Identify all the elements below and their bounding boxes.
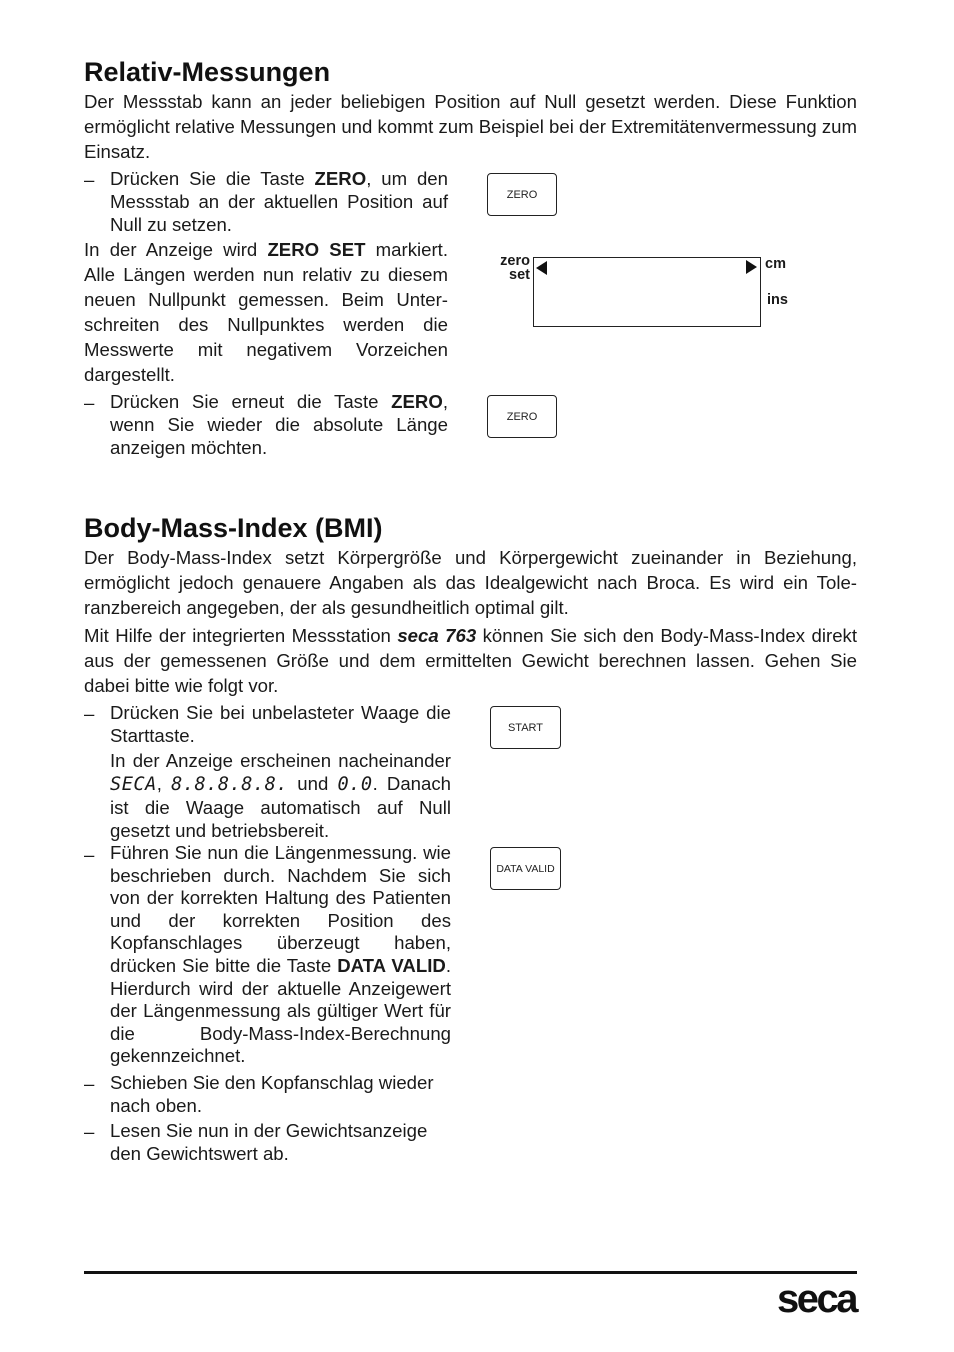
data-valid-key-illustration: DATA VALID xyxy=(490,847,561,890)
display-label-zero: zero xyxy=(500,253,530,269)
list-item-text: Führen Sie nun die Längenmessung. wie beschrieben durch. Nachdem Sie sich von der korrekten Haltung des Patienten und der korrekten Position des Kopfanschlages überzeugt haben, drücken Sie bitte die Taste DATA VALID. Hierdurch wird der aktuelle Anzeigewert der Längenmessung als gültiger Wert für die Body-Mass-Index-Berechnung gekennzeichnet. xyxy=(110,842,451,1067)
section-intro-bmi: Der Body-Mass-Index setzt Körpergröße und Körpergewicht zueinander in Beziehung, ermöglicht jedoch genauere Angaben als das Idealgewicht nach Broca. Es wird ein Toleranzbereich angegeben, der als gesundheitlich optimal gilt. xyxy=(84,547,857,618)
list-item-read-weight xyxy=(84,1119,451,1167)
list-item-push-up xyxy=(84,1071,451,1119)
display-segment-test: 8.8.8.8.8. xyxy=(171,774,289,795)
zero-set-paragraph: In der Anzeige wird ZERO SET markiert. Alle Längen werden nun relativ zu diesem neuen Nullpunkt gemessen. Beim Unterschreiten des Nullpunktes werden die Messwerte mit negativem Vorzeichen dargestellt. xyxy=(84,239,448,385)
list-item-text: Schieben Sie den Kopfanschlag wieder nach oben. xyxy=(110,1072,434,1116)
list-item-zero-again xyxy=(84,390,448,460)
zero-key-illustration: ZERO xyxy=(487,173,557,216)
list-item-text: Drücken Sie bei unbelasteter Waage die Starttaste. In der Anzeige erscheinen nacheinander SECA, 8.8.8.8.8. und 0.0. Danach ist die Waage automatisch auf Null gesetzt und betriebsbereit. xyxy=(110,702,451,841)
display-label-set: set xyxy=(509,267,530,283)
footer-rule xyxy=(84,1271,857,1274)
arrow-left-icon xyxy=(536,261,547,275)
list-item-text: Drücken Sie die Taste ZERO, um den Messstab an der aktuellen Position auf Null zu setzen. xyxy=(110,168,448,235)
display-frame xyxy=(533,257,761,327)
section-title-bmi: Body-Mass-Index (BMI) xyxy=(84,513,383,543)
list-dash: – xyxy=(84,169,95,190)
list-item-zero-press xyxy=(84,167,448,237)
display-segment-zero: 0.0 xyxy=(337,774,373,795)
display-unit-cm: cm xyxy=(765,256,786,272)
display-segment-seca: SECA xyxy=(110,774,157,795)
display-unit-ins: ins xyxy=(767,292,788,308)
list-dash: – xyxy=(84,703,95,724)
list-dash: – xyxy=(84,392,95,413)
list-dash: – xyxy=(84,1073,95,1094)
list-item-text: Lesen Sie nun in der Gewichtsanzeige den Gewichtswert ab. xyxy=(110,1120,428,1164)
brand-name: seca 763 xyxy=(397,625,477,646)
section-title-relative: Relativ-Messungen xyxy=(84,57,331,87)
list-item-text: Drücken Sie erneut die Taste ZERO, wenn Sie wieder die absolute Länge anzeigen möchten. xyxy=(110,391,448,458)
list-dash: – xyxy=(84,1121,95,1142)
zero-key-illustration-2: ZERO xyxy=(487,395,557,438)
section-intro-bmi-2: Mit Hilfe der integrierten Messstation seca 763 können Sie sich den Body-Mass-Index direkt aus der gemessenen Größe und dem ermittelten Gewicht berechnen lassen. Gehen Sie dabei bitte wie folgt vor. xyxy=(84,625,857,696)
list-item-length-measurement xyxy=(84,842,451,1072)
start-key-illustration: START xyxy=(490,706,561,749)
section-intro-relative: Der Messstab kann an jeder beliebigen Position auf Null gesetzt werden. Diese Funktion ermöglicht relative Messungen und kommt zum Beispiel bei der Extremitätenvermessung zum Einsatz. xyxy=(84,91,858,162)
arrow-right-icon xyxy=(746,260,757,274)
list-dash: – xyxy=(84,844,95,865)
list-item-start xyxy=(84,701,451,841)
seca-logo: seca xyxy=(777,1277,856,1321)
